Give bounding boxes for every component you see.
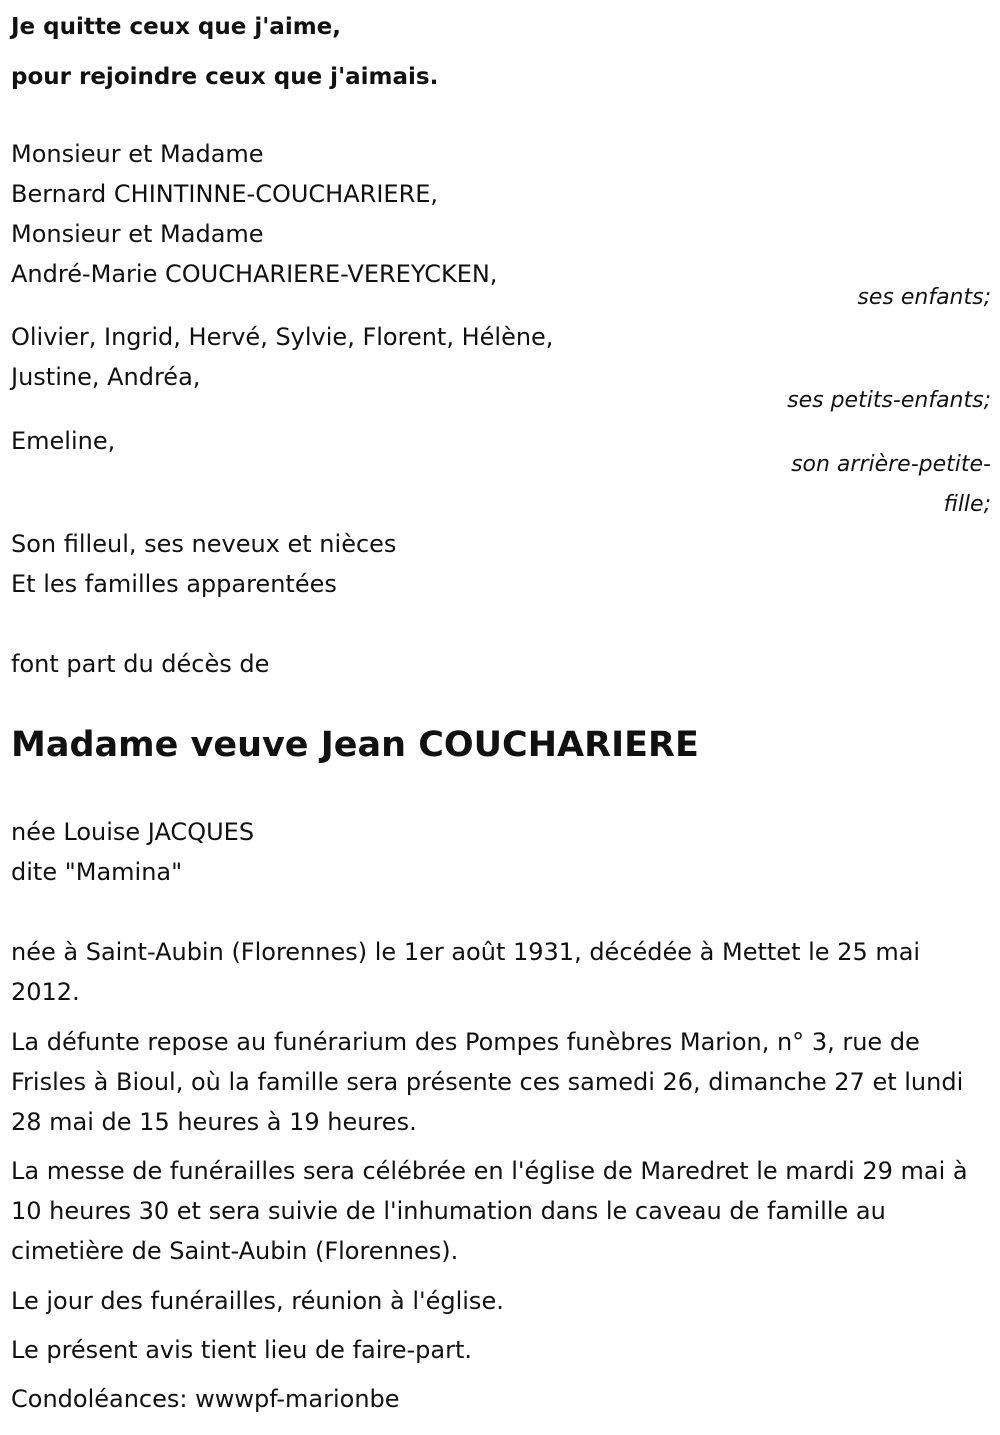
born-name: née Louise JACQUES xyxy=(11,818,255,846)
grandchild-line: Justine, Andréa, xyxy=(11,363,201,391)
grandchildren-role: ses petits-enfants; xyxy=(787,388,991,413)
epigraph xyxy=(11,2,991,102)
great-grandchild-role-line-2: fille; xyxy=(943,492,991,517)
announcement: font part du décès de xyxy=(11,650,270,678)
birth-death-paragraph: née à Saint-Aubin (Florennes) le 1er août 1931, décédée à Mettet le 25 mai 2012. xyxy=(11,938,921,1006)
notice-paragraph: Le présent avis tient lieu de faire-part. xyxy=(11,1336,473,1364)
condolences-paragraph: Condoléances: wwwpf-marionbe xyxy=(11,1385,400,1413)
funerarium-paragraph: La défunte repose au funérarium des Pompes funèbres Marion, n° 3, rue de Frisles à Bioul, où la famille sera présente ces samedi 26, dimanche 27 et lundi 28 mai de 15 heures à 19 heures. xyxy=(11,1028,964,1136)
child-line: Monsieur et Madame xyxy=(11,140,264,168)
children-block xyxy=(11,134,991,294)
meeting-paragraph: Le jour des funérailles, réunion à l'église. xyxy=(11,1287,504,1315)
funeral-mass-paragraph: La messe de funérailles sera célébrée en l'église de Maredret le mardi 29 mai à 10 heures 30 et sera suivie de l'inhumation dans le caveau de famille au cimetière de Saint-Aubin (Florennes). xyxy=(11,1157,968,1265)
children-role: ses enfants; xyxy=(857,285,991,310)
child-line: Bernard CHINTINNE-COUCHARIERE, xyxy=(11,180,439,208)
great-grandchild-line: Emeline, xyxy=(11,427,116,455)
deceased-name: Madame veuve Jean COUCHARIERE xyxy=(11,725,699,765)
others-line: Son filleul, ses neveux et nièces xyxy=(11,530,397,558)
deceased-details xyxy=(11,812,991,892)
others-line: Et les familles apparentées xyxy=(11,570,337,598)
grandchild-line: Olivier, Ingrid, Hervé, Sylvie, Florent, Hélène, xyxy=(11,323,554,351)
nickname: dite "Mamina" xyxy=(11,858,183,886)
child-line: André-Marie COUCHARIERE-VEREYCKEN, xyxy=(11,260,498,288)
child-line: Monsieur et Madame xyxy=(11,220,264,248)
epigraph-line-1: Je quitte ceux que j'aime, xyxy=(11,14,342,40)
others-block xyxy=(11,524,991,604)
great-grandchild-role-line-1: son arrière-petite- xyxy=(791,452,991,477)
epigraph-line-2: pour rejoindre ceux que j'aimais. xyxy=(11,64,439,90)
